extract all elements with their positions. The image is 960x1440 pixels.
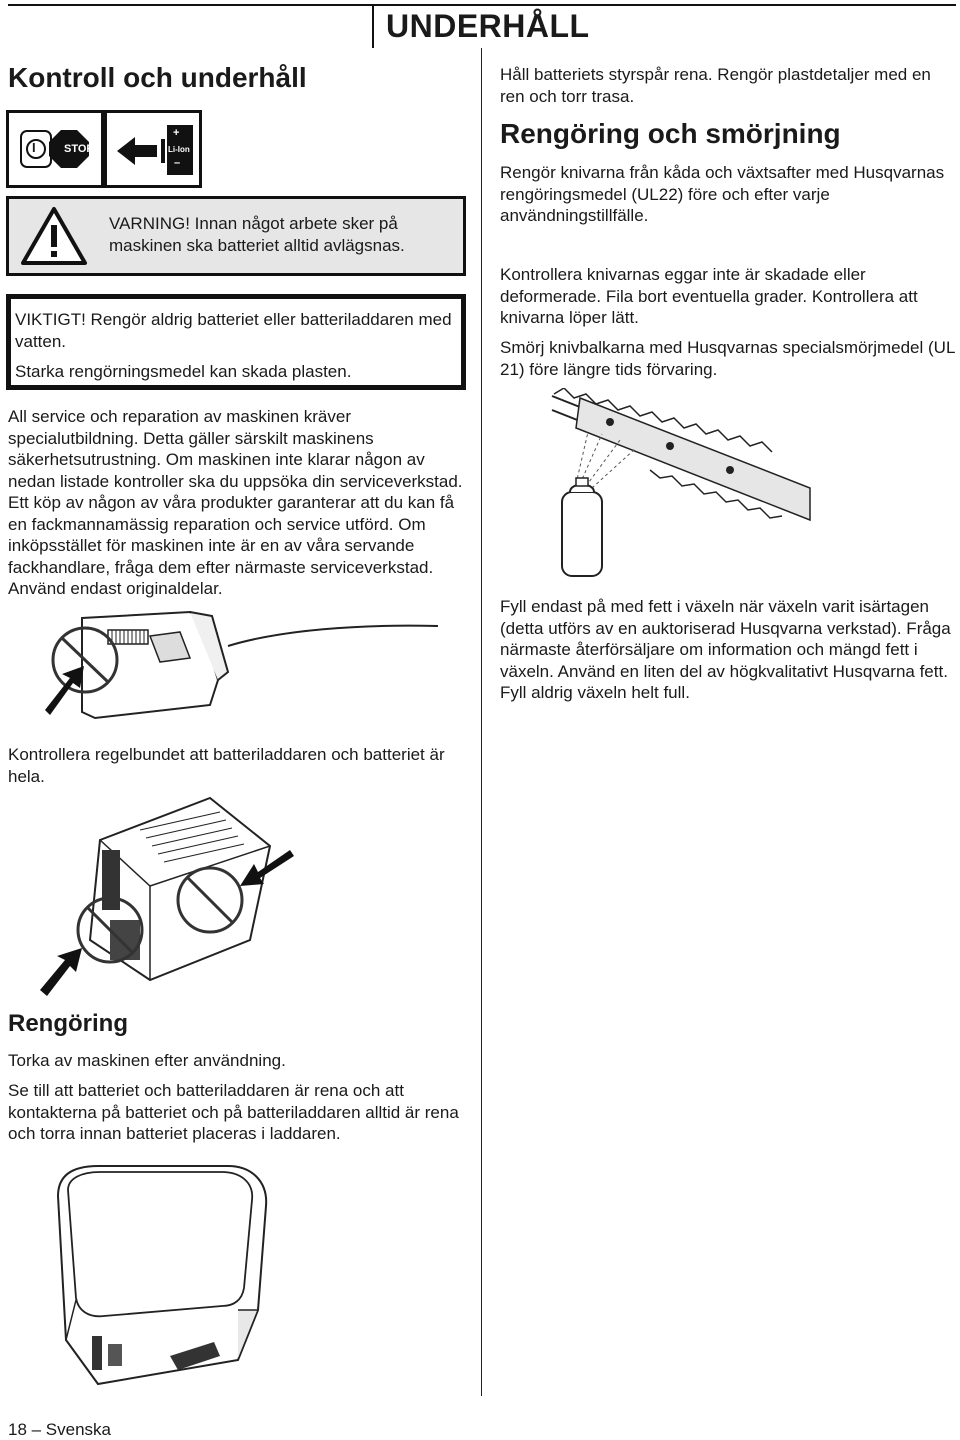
right-p4: Fyll endast på med fett i växeln när växeln varit isärtagen (detta utförs av en auktoriserad Husqvarna verkstad). Fråga närmaste återförsäljare om information och mängd fett i växeln. Använd en liten del av högkvalitativt Husqvarna fett. Fyll aldrig växeln helt full.: [500, 597, 951, 702]
right-intro: Håll batteriets styrspår rena. Rengör plastdetaljer med en ren och torr trasa.: [500, 65, 931, 106]
right-p3: Smörj knivbalkarna med Husqvarnas specialsmörjmedel (UL 21) före längre tids förvaring.: [500, 338, 955, 379]
cleaning-p2: Se till att batteriet och batteriladdaren är rena och att kontakterna på batteriet och på batteriladdaren alltid är rena och torra innan batteriet placeras i laddaren.: [8, 1081, 459, 1143]
battery-illustration: [40, 790, 330, 1005]
battery-plus: +: [173, 127, 180, 139]
service-paragraph: All service och reparation av maskinen kräver specialutbildning. Detta gäller särskilt maskinens säkerhetsutrustning. Om maskinen inte klarar någon av nedan listade kontroller ska du uppsöka din serviceverkstad. Ett köp av någon av våra produkter garanterar att du kan få en fackmannamässig reparation och service utförd. Om inköpsstället för maskinen inte är en av våra servande fackhandlare, fråga dem efter närmaste serviceverkstad. Använd endast originaldelar.: [8, 407, 463, 598]
right-p2: Kontrollera knivarnas eggar inte är skadade eller deformerade. Fila bort eventuella grader. Kontrollera att knivarna löper lätt.: [500, 265, 918, 327]
battery-label: Li-Ion: [168, 145, 190, 154]
page-footer: 18 – Svenska: [8, 1420, 112, 1439]
left-section-title: Kontroll och underhåll: [8, 62, 307, 93]
warning-triangle-icon: [19, 205, 89, 267]
warning-text: VARNING! Innan något arbete sker på maskinen ska batteriet alltid avlägsnas.: [109, 214, 405, 255]
important-box: [6, 294, 466, 390]
header-tab-edge: [372, 4, 374, 48]
right-p1: Rengör knivarna från kåda och växtsafter med Husqvarnas rengöringsmedel (UL22) före och efter varje användningstillfälle.: [500, 163, 945, 225]
cleaning-p1: Torka av maskinen efter användning.: [8, 1051, 286, 1070]
check-paragraph: Kontrollera regelbundet att batteriladdaren och batteriet är hela.: [8, 745, 445, 786]
column-divider: [481, 48, 482, 1396]
battery-remove-icon-box: [104, 110, 202, 188]
battery-minus: –: [174, 157, 181, 169]
charger-illustration: [40, 600, 440, 735]
important-line1: VIKTIGT! Rengör aldrig batteriet eller batteriladdaren med vatten.: [15, 310, 452, 351]
warning-box: [6, 196, 466, 276]
charger-top-illustration: [38, 1160, 278, 1390]
stop-label: STOP: [64, 143, 94, 155]
right-section-title: Rengöring och smörjning: [500, 118, 841, 149]
stop-icon-box: [6, 110, 104, 188]
header-rule: [8, 4, 956, 6]
section-header-title: UNDERHÅLL: [386, 8, 590, 44]
cleaning-title: Rengöring: [8, 1010, 128, 1037]
important-line2: Starka rengörningsmedel kan skada plasten.: [15, 362, 352, 381]
power-label: I: [32, 140, 36, 155]
blade-lubrication-illustration: [540, 388, 815, 580]
